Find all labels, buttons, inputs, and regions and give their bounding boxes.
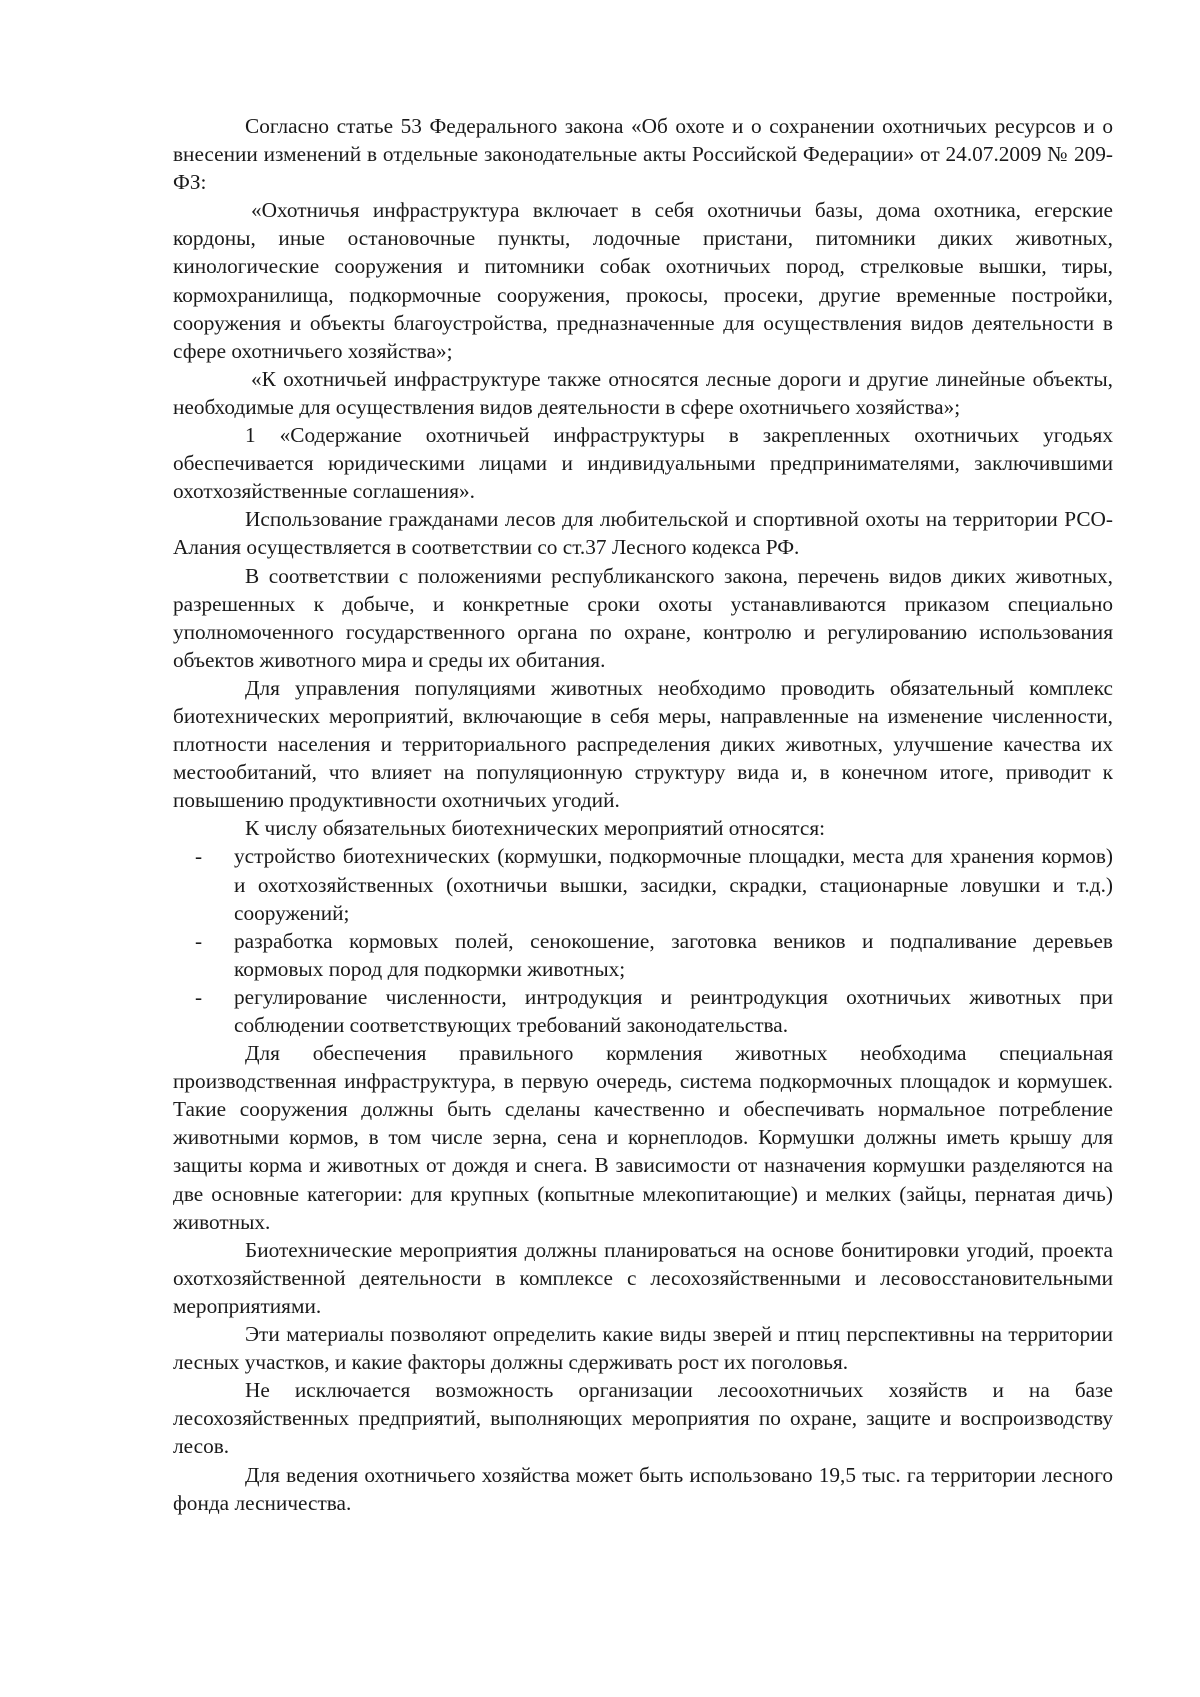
document-page <box>173 112 1113 1517</box>
paragraph-population-management: Для управления популяциями животных необходимо проводить обязательный комплекс биотехнических мероприятий, включающие в себя меры, направленные на изменение численности, плотности населения и территориального распределения диких животных, улучшение качества их местообитаний, что влияет на популяционную структуру вида и, в конечном итоге, приводит к повышению продуктивности охотничьих угодий. <box>173 675 1113 813</box>
list-item-text: устройство биотехнических (кормушки, подкормочные площадки, места для хранения кормов) и охотхозяйственных (охотничьи вышки, засидки, скрадки, стационарные ловушки и т.д.) сооружений; <box>234 844 1113 925</box>
paragraph-maintenance: 1 «Содержание охотничьей инфраструктуры в закрепленных охотничьих угодьях обеспечивается юридическими лицами и индивидуальными предпринимателями, заключившими охотхозяйственные соглашения». <box>173 423 1113 504</box>
paragraph-planning: Биотехнические мероприятия должны планироваться на основе бонитировки угодий, проекта охотхозяйственной деятельности в комплексе с лесохозяйственными и лесовосстановительными мероприятиями. <box>173 1237 1113 1318</box>
paragraph-forest-use: Использование гражданами лесов для любительской и спортивной охоты на территории РСО-Алания осуществляется в соответствии со ст.37 Лесного кодекса РФ. <box>173 507 1113 560</box>
paragraph-linear-objects: «К охотничьей инфраструктуре также относятся лесные дороги и другие линейные объекты, необходимые для осуществления видов деятельности в сфере охотничьего хозяйства»; <box>173 366 1113 419</box>
bullet-dash: - <box>195 844 203 869</box>
bullet-dash: - <box>195 984 203 1009</box>
list-item-text: регулирование численности, интродукция и реинтродукция охотничьих животных при соблюдении соответствующих требований законодательства. <box>234 984 1113 1037</box>
list-item <box>173 927 1113 983</box>
paragraph-area: Для ведения охотничьего хозяйства может быть использовано 19,5 тыс. га территории лесного фонда лесничества. <box>173 1462 1113 1515</box>
bullet-dash: - <box>195 928 203 953</box>
measures-list <box>173 842 1113 1039</box>
paragraph-organization: Не исключается возможность организации лесоохотничьих хозяйств и на базе лесохозяйственных предприятий, выполняющих мероприятия по охране, защите и воспроизводству лесов. <box>173 1378 1113 1459</box>
paragraph-materials: Эти материалы позволяют определить какие виды зверей и птиц перспективны на территории лесных участков, и какие факторы должны сдерживать рост их поголовья. <box>173 1322 1113 1375</box>
list-item <box>173 983 1113 1039</box>
list-item <box>173 842 1113 926</box>
paragraph-law-reference: Согласно статье 53 Федерального закона «Об охоте и о сохранении охотничьих ресурсов и о внесении изменений в отдельные законодательные акты Российской Федерации» от 24.07.2009 № 209-ФЗ: <box>173 114 1113 195</box>
paragraph-measures-intro: К числу обязательных биотехнических мероприятий относятся: <box>245 816 826 841</box>
list-item-text: разработка кормовых полей, сенокошение, заготовка веников и подпаливание деревьев кормовых пород для подкормки животных; <box>234 928 1113 981</box>
paragraph-infrastructure-definition: «Охотничья инфраструктура включает в себя охотничьи базы, дома охотника, егерские кордоны, иные остановочные пункты, лодочные пристани, питомники диких животных, кинологические сооружения и питомники собак охотничьих пород, стрелковые вышки, тиры, кормохранилища, подкормочные сооружения, прокосы, просеки, другие временные постройки, сооружения и объекты благоустройства, предназначенные для осуществления видов деятельности в сфере охотничьего хозяйства»; <box>173 198 1113 363</box>
paragraph-republic-law: В соответствии с положениями республиканского закона, перечень видов диких животных, разрешенных к добыче, и конкретные сроки охоты устанавливаются приказом специально уполномоченного государственного органа по охране, контролю и регулированию использования объектов животного мира и среды их обитания. <box>173 563 1113 672</box>
paragraph-feeding-infrastructure: Для обеспечения правильного кормления животных необходима специальная производственная инфраструктура, в первую очередь, система подкормочных площадок и кормушек. Такие сооружения должны быть сделаны качественно и обеспечивать нормальное потребление животными кормов, в том числе зерна, сена и корнеплодов. Кормушки должны иметь крышу для защиты корма и животных от дождя и снега. В зависимости от назначения кормушки разделяются на две основные категории: для крупных (копытные млекопитающие) и мелких (зайцы, пернатая дичь) животных. <box>173 1041 1113 1234</box>
